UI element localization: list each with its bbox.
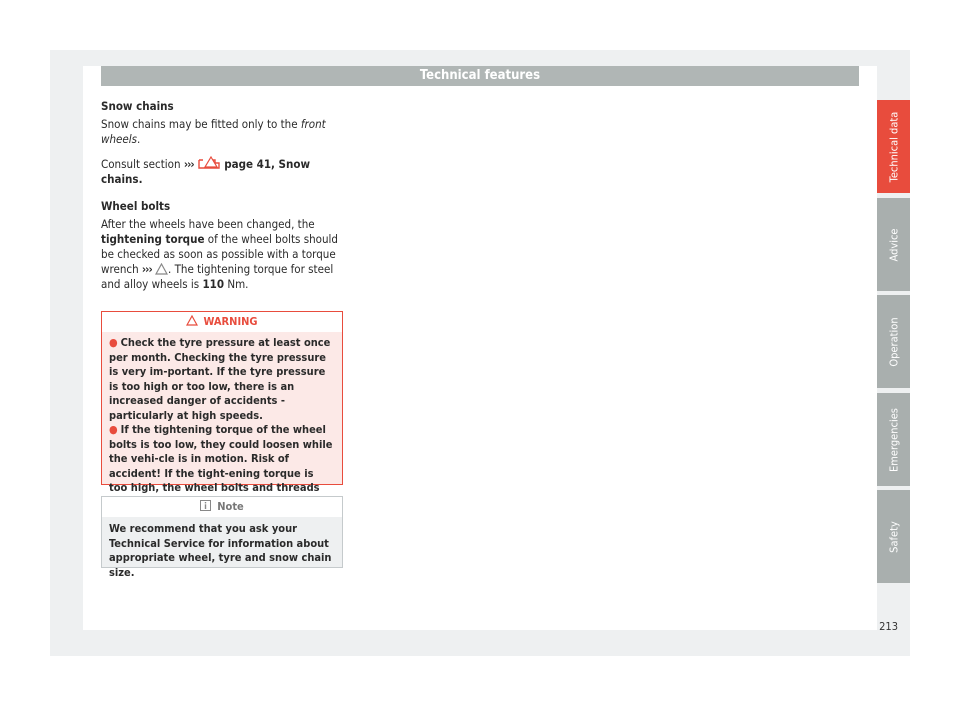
text-run: Nm. xyxy=(224,277,249,291)
note-text: We recommend that you ask your Technical Service for information about appropriate wheel, tyre and snow chain size. xyxy=(109,522,332,579)
torque-value: 110 xyxy=(202,277,225,291)
text-run: Snow chains may be fitted only to the xyxy=(101,117,301,131)
text-run: After the wheels have been changed, the xyxy=(101,217,315,231)
tab-advice[interactable] xyxy=(877,198,910,291)
info-icon xyxy=(200,500,211,511)
bullet-icon: ● xyxy=(109,336,118,349)
text-run: Consult section xyxy=(101,157,184,171)
page-number: 213 xyxy=(879,620,898,633)
tab-label: Operation xyxy=(887,316,900,367)
consult-section-text xyxy=(101,156,344,187)
tightening-torque-bold: tightening torque xyxy=(101,232,205,246)
wheel-bolts-heading: Wheel bolts xyxy=(101,199,171,213)
warning-title: WARNING xyxy=(203,315,258,328)
warning-box xyxy=(101,311,343,494)
note-title: Note xyxy=(217,500,244,513)
cross-reference-arrows: ››› xyxy=(183,157,194,171)
note-header xyxy=(102,497,342,517)
snow-chains-heading: Snow chains xyxy=(101,99,174,113)
warning-triangle-icon xyxy=(155,263,168,275)
text-run: of the wheel bolts should be checked as soon as possible with a torque wrench xyxy=(101,232,338,276)
bullet-icon: ● xyxy=(109,423,118,436)
tab-safety[interactable] xyxy=(877,490,910,583)
tab-operation[interactable] xyxy=(877,295,910,388)
note-box xyxy=(101,496,343,579)
snow-chain-warning-icon xyxy=(197,156,221,170)
front-wheels-emphasis: front wheels xyxy=(101,117,326,146)
snow-chains-text xyxy=(101,117,344,147)
warning-item-text: If the tightening torque of the wheel bolts is too low, they could loosen while the vehi-cle is in motion. Risk of accident! If the tight-ening torque is too high, the wheel bolts and threads xyxy=(109,423,333,494)
wheel-bolts-text xyxy=(101,217,344,292)
text-run: . xyxy=(138,172,143,186)
tab-technical-data[interactable] xyxy=(877,100,910,193)
cross-reference-arrows: ››› xyxy=(141,262,152,276)
text-run: . xyxy=(137,132,141,146)
page-reference-link[interactable]: page 41, Snow chains xyxy=(101,157,311,186)
tab-emergencies[interactable] xyxy=(877,393,910,486)
warning-item-text: Check the tyre pressure at least once per month. Checking the tyre pressure is very im-portant. If the tyre pressure is too high or too low, there is an increased danger of accidents - particularly at high speeds. xyxy=(109,336,331,422)
main-column xyxy=(101,99,344,292)
tab-label: Technical data xyxy=(887,111,900,182)
warning-triangle-icon xyxy=(186,315,198,326)
warning-item xyxy=(109,336,335,423)
text-run: . The tightening torque for steel and alloy wheels is xyxy=(101,262,334,291)
warning-header xyxy=(102,312,342,332)
tab-label: Safety xyxy=(887,520,900,553)
tab-label: Advice xyxy=(887,228,900,261)
tab-label: Emergencies xyxy=(887,407,900,472)
warning-body xyxy=(102,332,342,510)
section-header: Technical features xyxy=(101,66,859,86)
